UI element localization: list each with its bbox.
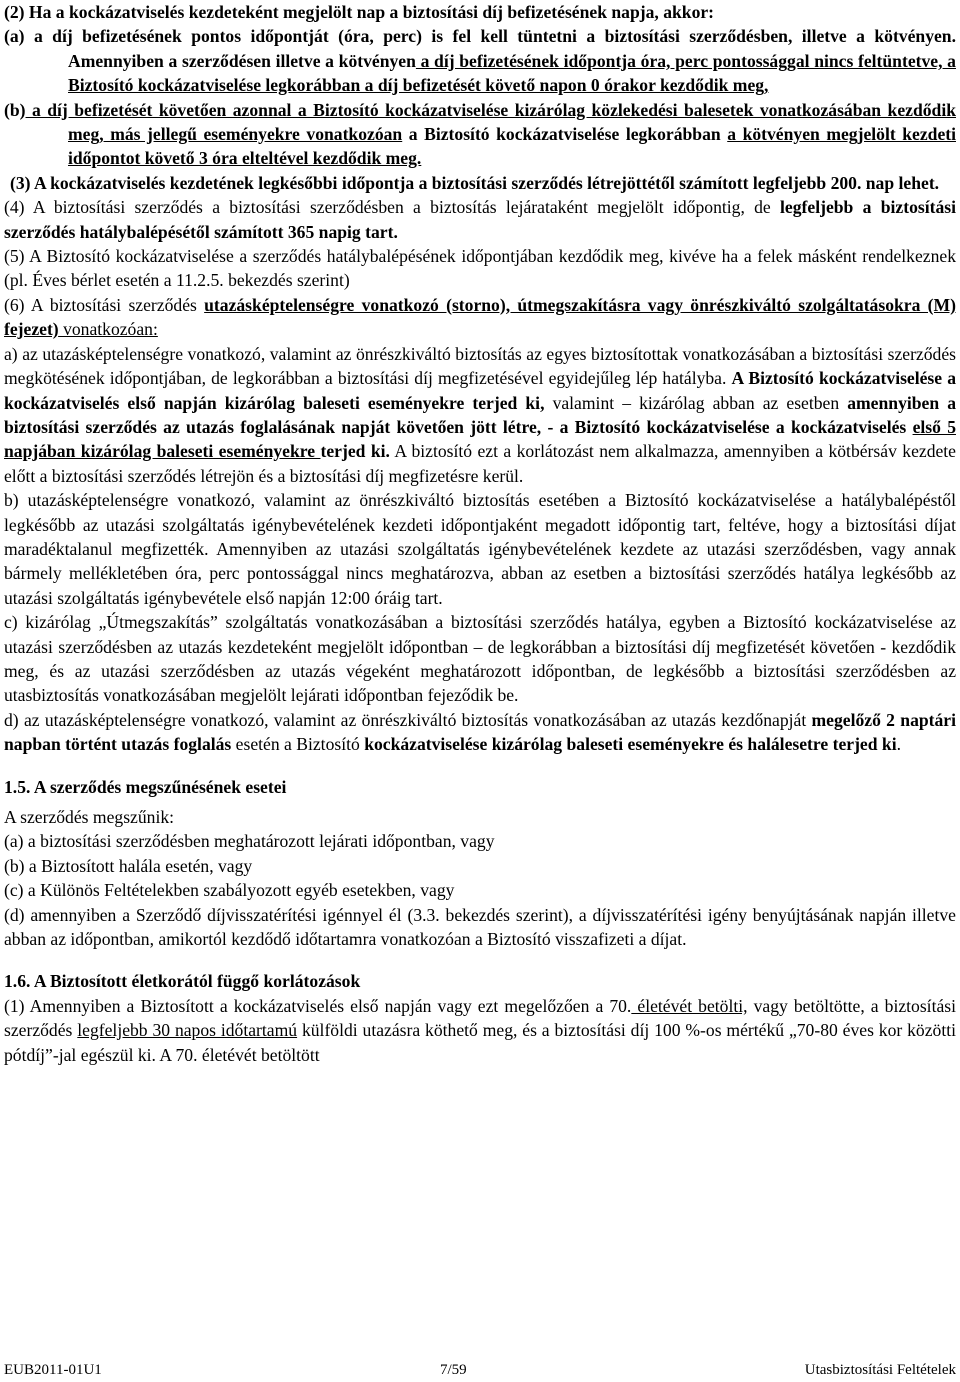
p2-b-label: (b): [4, 99, 26, 120]
page-footer: [4, 1358, 956, 1382]
s16-text-4: legfeljebb 30 napos időtartamú: [77, 1020, 298, 1041]
s15-item-a: (a) a biztosítási szerződésben meghatározott lejárati időpontban, vagy: [4, 831, 495, 852]
p3-paragraph: (3) A kockázatviselés kezdetének legkésőbbi időpontja a biztosítási szerződés létrejöttétől számított legfeljebb 200. nap lehet.: [10, 172, 940, 193]
p2-b-text-3: a Biztosító kockázatviselése legkorábban: [402, 124, 728, 145]
s16-text-3: vagy betöltötte, a biztosítási szerződés: [4, 995, 957, 1041]
p4-paragraph: [4, 195, 956, 244]
p2-b-text-4: a kötvényen megjelölt kezdeti időpontot követő 3 óra elteltével kezdődik meg.: [68, 124, 956, 169]
pa-text-4: amennyiben a biztosítási szerződés az utazás foglalásának napját követően jött létre, - a Biztosító kockázatviselése a kockázatviselés: [4, 392, 957, 437]
pd-text-1: d) az utazásképtelenségre vonatkozó, valamint az önrészkiváltó biztosítás vonatkozásában az utazás kezdőnapját: [4, 709, 812, 730]
p2-item-a: [4, 24, 956, 97]
s15-item-b: (b) a Biztosított halála esetén, vagy: [4, 855, 253, 876]
s16-paragraph: [4, 994, 956, 1067]
s16-text-5: külföldi utazásra köthető meg, és a biztosítási díj 100 %-os mértékű „70-80 éves kor közötti pótdíj”-jal egészül ki. A 70. életévét betöltött: [4, 1020, 956, 1065]
s15-intro: A szerződés megszűnik:: [4, 807, 175, 827]
p4-text-2: legfeljebb a biztosítási szerződés hatálybalépésétől számított 365 napig tart.: [4, 197, 956, 242]
pd-text-5: .: [896, 734, 902, 755]
p2-a-text-3: a díj befizetésének időpontja óra, perc pontossággal nincs feltüntetve, a Biztosító kockázatviselése legkorábban a díj befizetését követő napon 0 órakor kezdődik meg,: [68, 50, 956, 96]
footer-doc-id: EUB2011-01U1: [4, 1362, 102, 1378]
p4-text-1: (4) A biztosítási szerződés a biztosítási szerződésben a biztosítás lejárataként megjelölt időpontig, de: [4, 197, 781, 218]
pc-paragraph: c) kizárólag „Útmegszakítás” szolgáltatás vonatkozásában a biztosítási szerződés hatálya, egyben a Biztosító kockázatviselése az utazási szerződésben az utazás kezdeteként megjelölt időpontban – de legkorábban a biztosítási díj megfizetését követően - kezdődik meg, és az utazási szerződésben az utazás végeként meghatározott időpontban, de legkésőbb a biztosítási szerződésben az utasbiztosítás vonatkozásában megjelölt lejárati időpontban fejeződik be.: [4, 612, 956, 706]
p6-text-2: utazásképtelenségre vonatkozó (storno), útmegszakításra vagy önrészkiváltó szolgáltatásokra (M) fejezet): [4, 294, 956, 340]
p6-text-3: vonatkozóan:: [58, 319, 158, 340]
pd-paragraph: [4, 708, 956, 757]
pd-text-3: esetén a Biztosító: [231, 734, 365, 755]
p6-text-1: (6) A biztosítási szerződés: [4, 294, 205, 315]
pa-text-1: a) az utazásképtelenségre vonatkozó, valamint az önrészkiváltó biztosítás az egyes biztosítottak vonatkozásában a biztosítási szerződés megkötésének időpontjában, de legkorábban a biztosítási díj megfizetésével egyidejűleg lép hatályba.: [4, 343, 956, 389]
s15-item-d: (d) amennyiben a Szerződő díjvisszatérítési igénnyel él (3.3. bekezdés szerint), a díjvisszatérítési igény benyújtásának napján illetve abban az időpontban, amikortól kezdődő időtartamra vonatkozóan a Biztosító visszafizeti a díjat.: [4, 904, 956, 950]
p2-b-text-2: a díj befizetését követően azonnal a Biztosító kockázatviselése kizárólag közlekedési balesetek vonatkozásában kezdődik meg, más jellegű eseményekre vonatkozóan: [25, 99, 956, 145]
p6-paragraph: [4, 293, 956, 342]
p2-heading: (2) Ha a kockázatviselés kezdeteként megjelölt nap a biztosítási díj befizetésének napja, akkor:: [4, 2, 715, 22]
pd-text-2: megelőző 2 naptári napban történt utazás foglalás: [4, 709, 956, 755]
section-1-6-title: 1.6. A Biztosított életkorától függő korlátozások: [4, 971, 361, 992]
pa-text-6: terjed ki.: [320, 441, 390, 462]
s15-item-c: (c) a Különös Feltételekben szabályozott egyéb esetekben, vagy: [4, 880, 455, 901]
p2-a-text-1: (a) a díj befizetésének pontos időpontját (óra, perc) is fel kell tüntetni a biztosítási szerződésben, illetve a kötvényen.: [4, 26, 956, 47]
pb-paragraph: b) utazásképtelenségre vonatkozó, valamint az önrészkiváltó biztosítás esetében a Biztosító kockázatviselése a hatálybalépéstől legkésőbb az utazási szolgáltatás igénybevételének kezdeti időpontjaként megadott időpontig tart, feltéve, hogy a biztosítási díjat maradéktalanul megfizették. Amennyiben az utazási szolgáltatás igénybevételének kezdete az utazási szerződésben, vagy annak bármely mellékletében óra, perc pontossággal nincs meghatározva, abban az esetben a biztosítási szerződés hatálya legkésőbb az utazási szolgáltatás igénybevétele első napján 12:00 óráig tart.: [4, 490, 956, 608]
footer-page-number: 7/59: [439, 1362, 467, 1378]
pa-paragraph: [4, 342, 956, 488]
document-page: [4, 0, 956, 1067]
pa-text-2: A Biztosító kockázatviselése a kockázatviselés első napján kizárólag baleseti eseményekre terjed ki,: [4, 368, 956, 413]
pa-text-5: első 5 napjában kizárólag baleseti eseményekre: [4, 416, 956, 462]
p2-a-text-2: Amennyiben a szerződésen illetve a kötvényen: [68, 50, 416, 71]
footer-doc-title: Utasbiztosítási Feltételek: [804, 1362, 956, 1378]
pd-text-4: kockázatviselése kizárólag baleseti eseményekre és halálesetre terjed ki: [364, 734, 897, 755]
s16-text-1: (1) Amennyiben a Biztosított a kockázatviselés első napján vagy ezt megelőzően a 70.: [4, 995, 632, 1016]
p2-item-b: [4, 98, 956, 171]
s16-text-2: életévét betölti,: [631, 995, 748, 1016]
p5-paragraph: (5) A Biztosító kockázatviselése a szerződés hatálybalépésének időpontjában kezdődik meg, kivéve ha a felek másként rendelkeznek (pl. Éves bérlet esetén a 11.2.5. bekezdés szerint): [4, 246, 956, 291]
section-1-5-title: 1.5. A szerződés megszűnésének esetei: [4, 776, 287, 797]
pa-text-7: A biztosító ezt a korlátozást nem alkalmazza, amennyiben a kötbérsáv kezdete előtt a biztosítási szerződés létrejön és a biztosítási díj megfizetésre kerül.: [4, 441, 956, 486]
pa-text-3: valamint – kizárólag abban az esetben: [544, 392, 848, 413]
